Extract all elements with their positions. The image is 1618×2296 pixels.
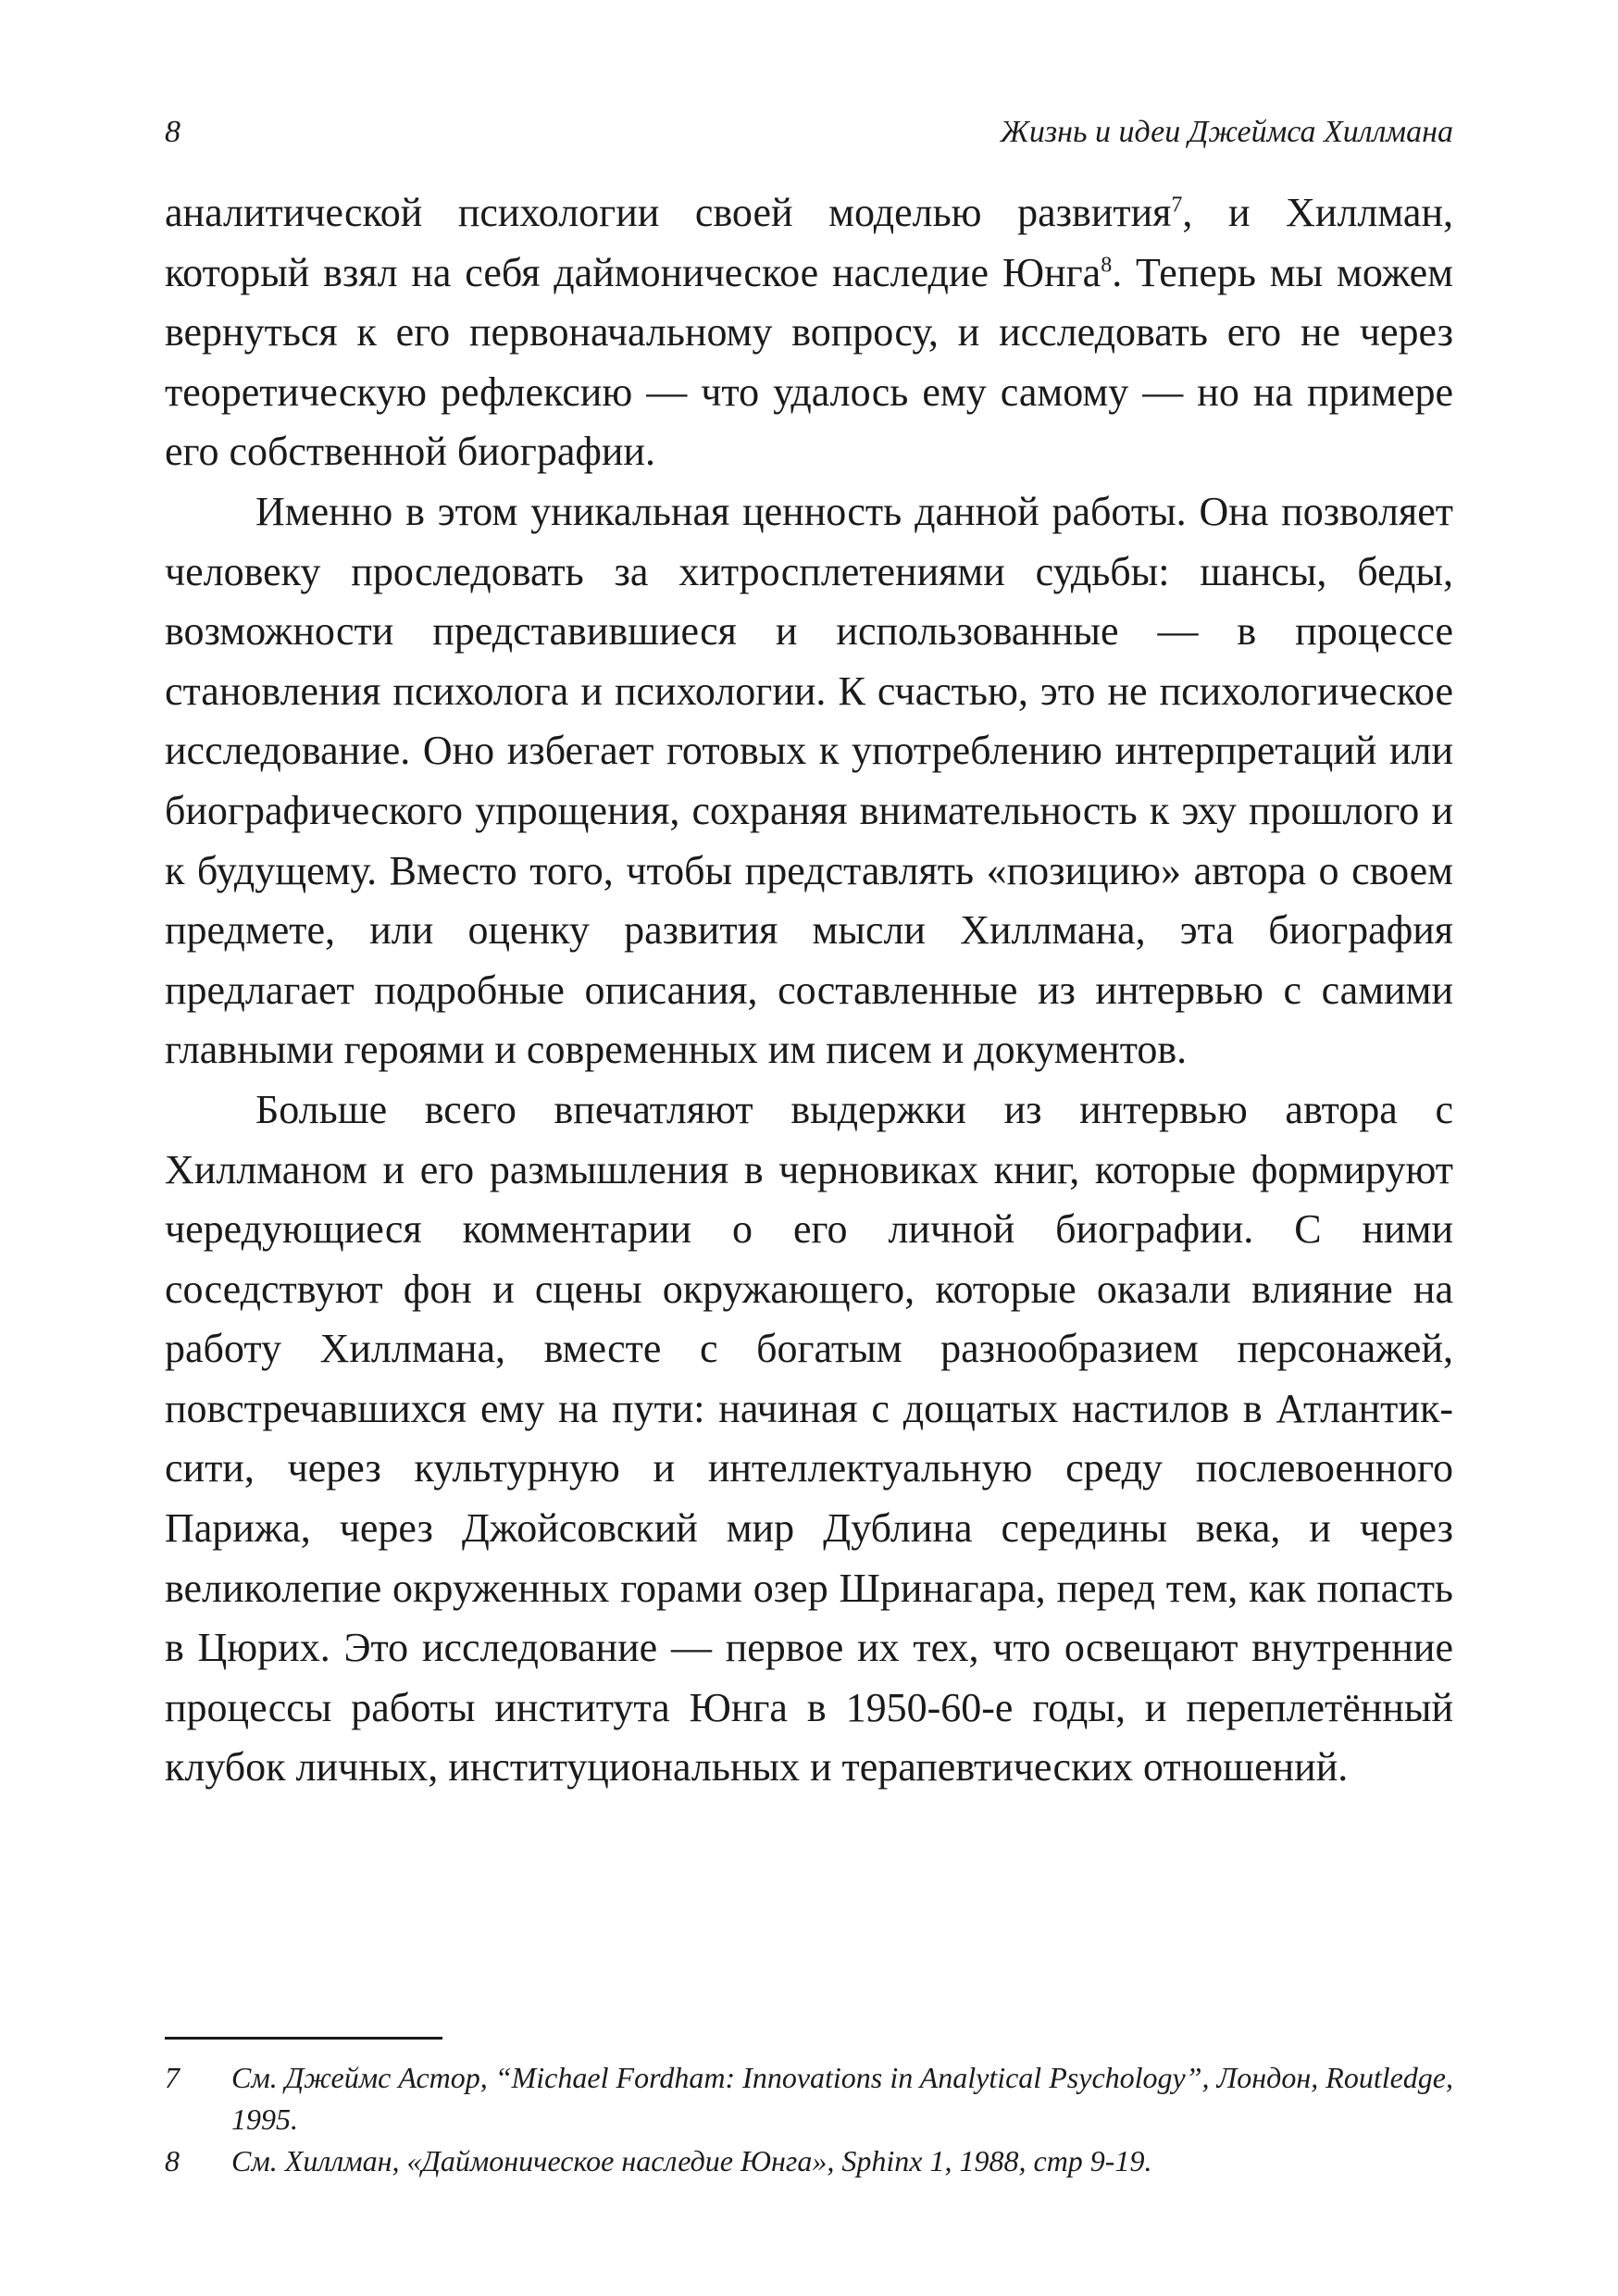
footnote-text: См. Джеймс Астор, “Michael Fordham: Innovations in Analytical Psychology”, Лондон, Routledge, 1995. [231, 2061, 1453, 2136]
footnote-8 [165, 2140, 1453, 2182]
footnote-ref-7[interactable]: 7 [1171, 193, 1183, 218]
paragraph-1 [165, 183, 1453, 482]
footnote-ref-8[interactable]: 8 [1101, 252, 1113, 277]
footnote-divider [165, 2037, 442, 2040]
paragraph-1-text-a: аналитической психологии своей моделью развития [165, 190, 1172, 235]
footnote-text: См. Хиллман, «Даймоническое наследие Юнга», Sphinx 1, 1988, стр 9-19. [231, 2144, 1152, 2177]
body-text [165, 183, 1453, 1798]
footnote-number: 8 [165, 2144, 180, 2177]
footnote-number: 7 [165, 2061, 180, 2094]
page-header [165, 115, 1453, 159]
paragraph-3: Больше всего впечатляют выдержки из интервью автора с Хиллманом и его размышления в черновиках книг, которые формируют чередующиеся комментарии о его личной биографии. С ними соседствуют фон и сцены окружающего, которые оказали влияние на работу Хиллмана, вместе с богатым разнообразием персонажей, повстречавшихся ему на пути: начиная с дощатых настилов в Атлантик-сити, через культурную и интеллектуальную среду послевоенного Парижа, через Джойсовский мир Дублина середины века, и через великолепие окруженных горами озер Шринагара, перед тем, как попасть в Цюрих. Это исследование — первое их тех, что освещают внутренние процессы работы института Юнга в 1950-60-е годы, и переплетённый клубок личных, институциональных и терапевтических отношений. [165, 1086, 1453, 1791]
running-title: Жизнь и идеи Джеймса Хиллмана [1000, 115, 1453, 149]
footnote-7 [165, 2057, 1453, 2140]
footnotes [165, 2057, 1453, 2182]
paragraph-1-text-b: , и Хиллман, который взял на себя даймоническое наследие Юнга [165, 190, 1454, 295]
page-number: 8 [165, 115, 180, 149]
paragraph-2: Именно в этом уникальная ценность данной работы. Она позволяет человеку проследовать за хитросплетениями судьбы: шансы, беды, возможности представившиеся и использованные — в процессе становления психолога и психологии. К счастью, это не психологическое исследование. Оно избегает готовых к употреблению интерпретаций или биографического упрощения, сохраняя внимательность к эху прошлого и к будущему. Вместо того, чтобы представлять «позицию» автора о своем предмете, или оценку развития мысли Хиллмана, эта биография предлагает подробные описания, составленные из интервью с самими главными героями и современных им писем и документов. [165, 488, 1453, 1073]
paragraph-1-text-c: . Теперь мы можем вернуться к его первоначальному вопросу, и исследовать его не через теоретическую рефлексию — что удалось ему самому — но на примере его собственной биографии. [165, 249, 1453, 475]
